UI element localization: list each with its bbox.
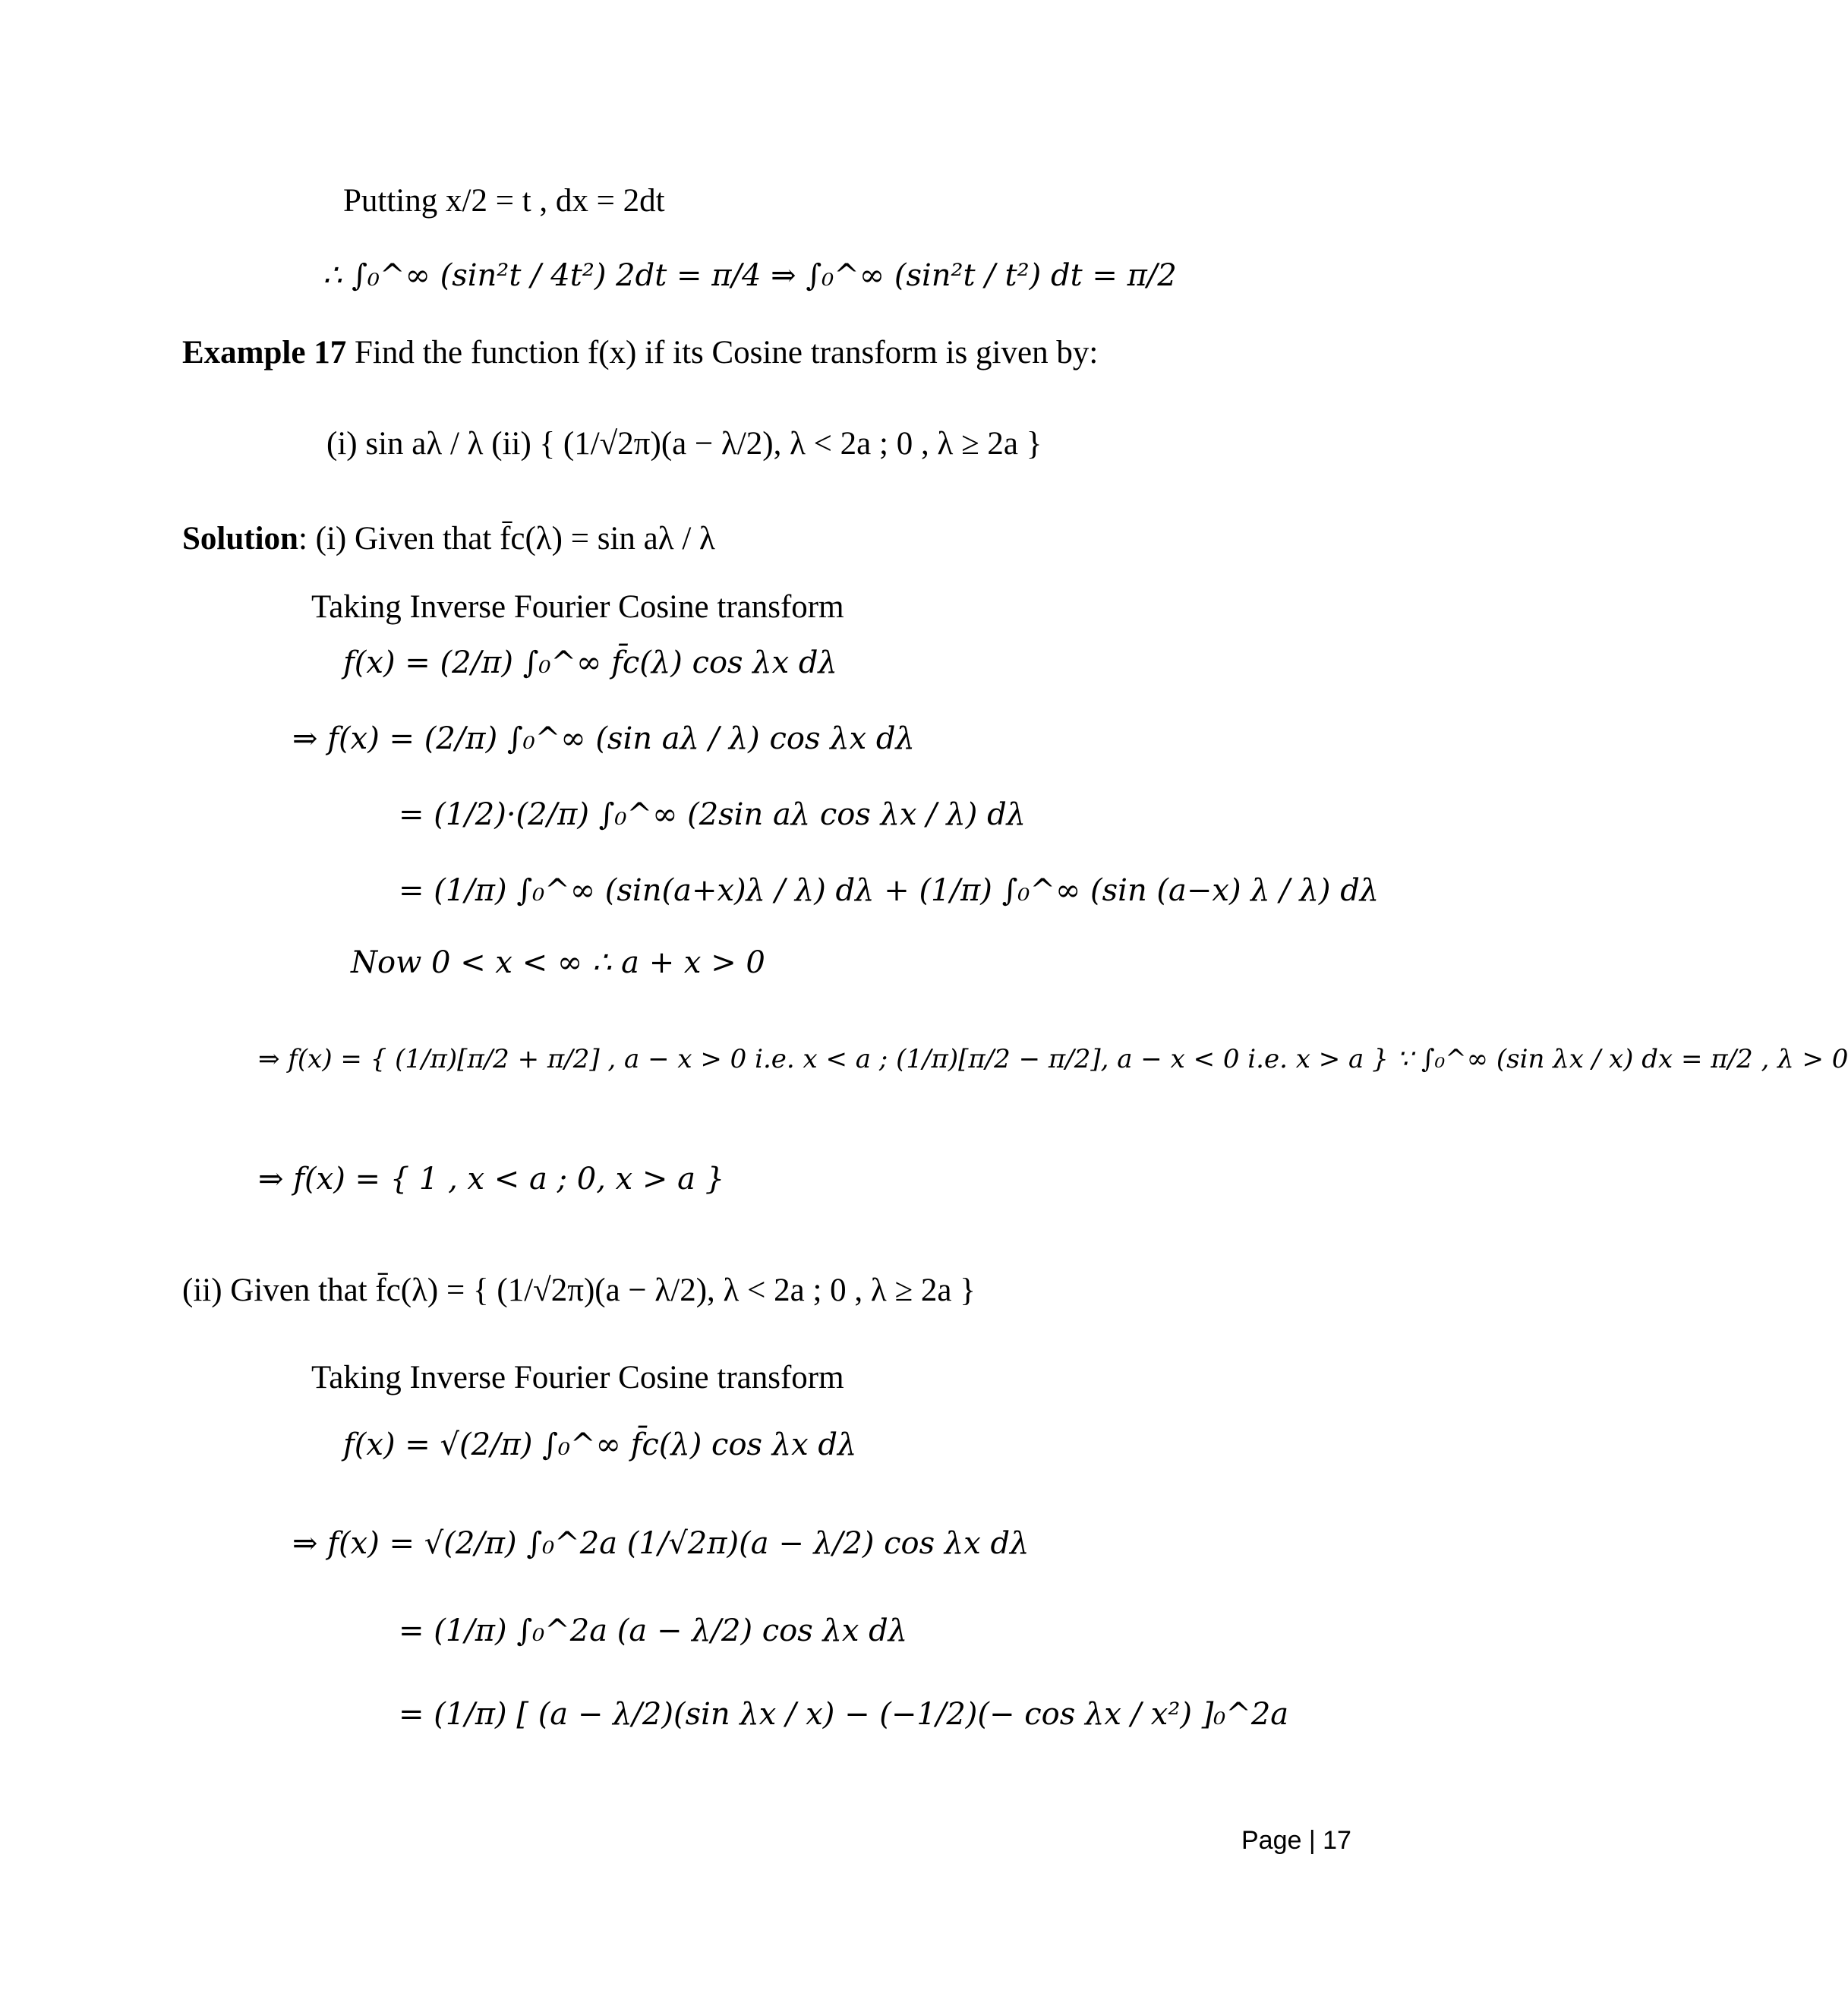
example-17-heading: Example 17 Find the function f(x) if its Cosine transform is given by: (182, 335, 1099, 371)
step-3-line: = (1/π) ∫₀^∞ (sin(a+x)λ / λ) dλ + (1/π) ∫₀^∞ (sin (a−x) λ / λ) dλ (399, 873, 1380, 908)
step-ii-3-line: = (1/π) [ (a − λ/2)(sin λx / x) − (−1/2)(− cos λx / x²) ]₀^2a (399, 1697, 1289, 1732)
step-ii-1-line: ⇒ f(x) = √(2/π) ∫₀^2a (1/√2π)(a − λ/2) cos λx dλ (292, 1526, 1030, 1561)
solution-heading: Solution: (i) Given that f̄c(λ) = sin aλ / λ (182, 521, 715, 557)
inverse-formula-2: f(x) = √(2/π) ∫₀^∞ f̄c(λ) cos λx dλ (343, 1427, 857, 1462)
integral-result-line: ∴ ∫₀^∞ (sin²t / 4t²) 2dt = π/4 ⇒ ∫₀^∞ (sin²t / t²) dt = π/2 (323, 258, 1177, 293)
example-parts-line: (i) sin aλ / λ (ii) { (1/√2π)(a − λ/2), λ < 2a ; 0 , λ ≥ 2a } (326, 426, 1042, 462)
step-1-line: ⇒ f(x) = (2/π) ∫₀^∞ (sin aλ / λ) cos λx dλ (292, 721, 915, 756)
final-result-i: ⇒ f(x) = { 1 , x < a ; 0, x > a } (258, 1162, 725, 1197)
part-ii-given-line: (ii) Given that f̄c(λ) = { (1/√2π)(a − λ/2), λ < 2a ; 0 , λ ≥ 2a } (182, 1272, 976, 1308)
inverse-transform-text-2: Taking Inverse Fourier Cosine transform (311, 1360, 844, 1395)
piecewise-result-line: ⇒ f(x) = { (1/π)[π/2 + π/2] , a − x > 0 i.e. x < a ; (1/π)[π/2 − π/2], a − x < 0 i.e. x > a } ∵ ∫₀^∞ (sin λx / x) dx = π/2 , λ > 0 (258, 1044, 1848, 1074)
step-2-line: = (1/2)·(2/π) ∫₀^∞ (2sin aλ cos λx / λ) dλ (399, 797, 1026, 832)
solution-label: Solution (182, 521, 298, 557)
substitution-line: Putting x/2 = t , dx = 2dt (343, 183, 665, 219)
inverse-formula-1: f(x) = (2/π) ∫₀^∞ f̄c(λ) cos λx dλ (343, 645, 837, 680)
inverse-transform-text-1: Taking Inverse Fourier Cosine transform (311, 589, 844, 625)
page-number: Page | 17 (1241, 1826, 1351, 1855)
example-label: Example 17 (182, 335, 347, 371)
step-ii-2-line: = (1/π) ∫₀^2a (a − λ/2) cos λx dλ (399, 1613, 908, 1648)
condition-line: Now 0 < x < ∞ ∴ a + x > 0 (351, 945, 765, 980)
